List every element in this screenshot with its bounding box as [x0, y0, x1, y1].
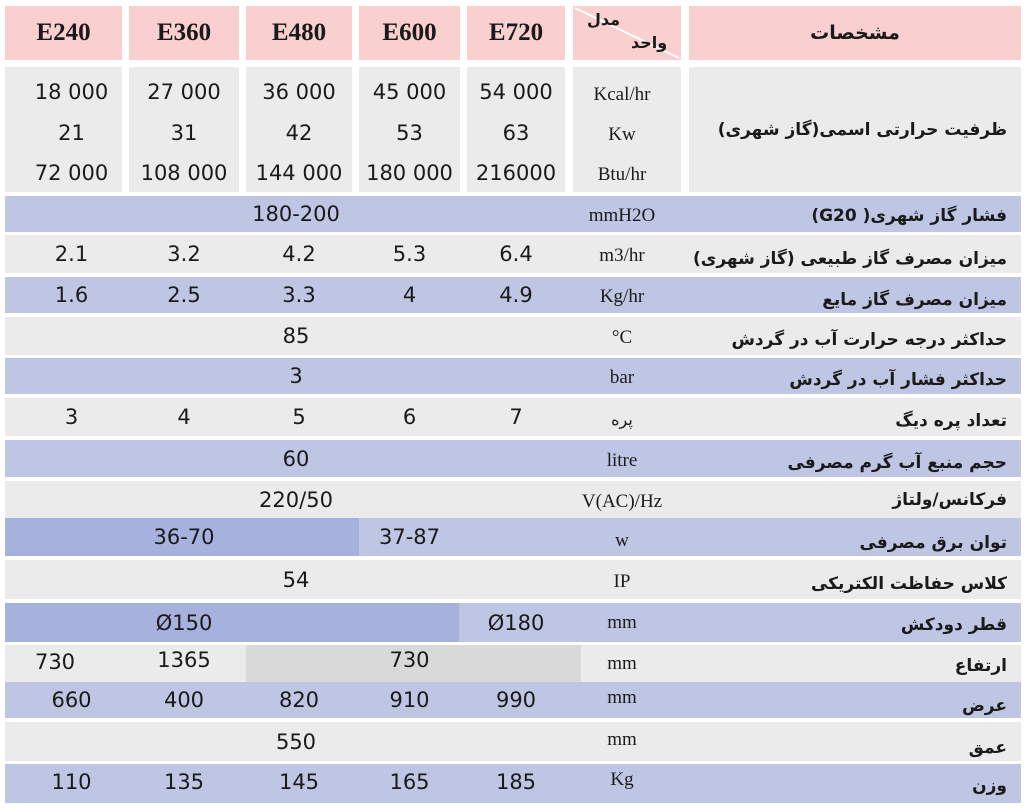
capacity-btu-e600: 180 000	[366, 161, 453, 185]
natgas-e480: 4.2	[282, 242, 316, 266]
sections-e480: 5	[292, 405, 306, 429]
capacity-kw-e360: 31	[170, 121, 198, 145]
maxtemp-unit: °C	[611, 327, 633, 348]
capacity-label: ظرفیت حرارتی اسمی(گاز شهری)	[689, 67, 1021, 192]
height-rest: 730	[389, 647, 430, 672]
width-e600: 910	[389, 688, 430, 712]
flue-label: قطر دودکش	[900, 614, 1007, 635]
natgas-e240: 2.1	[54, 242, 89, 266]
natgas-e600: 5.3	[392, 242, 427, 266]
freq-label: فرکانس/ولتاژ	[892, 489, 1007, 510]
capacity-kcal-e480: 36 000	[262, 80, 336, 104]
width-e240: 660	[51, 688, 92, 712]
capacity-btu-e240: 72 000	[34, 161, 109, 185]
sections-unit: پره	[611, 409, 633, 429]
capacity-unit-kcal: Kcal/hr	[593, 84, 651, 105]
freq-value: 220/50	[259, 487, 333, 512]
ip-label: کلاس حفاظت الکتریکی	[810, 573, 1007, 594]
power-value-a: 36-70	[153, 525, 215, 549]
capacity-kw-e600: 53	[396, 121, 423, 145]
tank-label: حجم منبع آب گرم مصرفی	[787, 452, 1007, 473]
ip-unit: IP	[613, 570, 631, 592]
capacity-kcal-e240: 18 000	[34, 80, 109, 104]
tank-unit: litre	[606, 449, 638, 471]
weight-e480: 145	[278, 770, 320, 794]
header-model-e480: E480	[246, 6, 352, 60]
corner-model-label: مدل	[587, 10, 621, 29]
width-e720: 990	[495, 688, 537, 712]
maxtemp-value: 85	[282, 324, 310, 348]
lpg-e720: 4.9	[499, 283, 533, 307]
header-spec-title: مشخصات	[689, 6, 1021, 60]
weight-label: وزن	[972, 776, 1007, 796]
height-e360: 1365	[157, 647, 211, 672]
width-e360: 400	[163, 688, 205, 712]
pressure-unit: mmH2O	[588, 205, 656, 226]
freq-unit: V(AC)/Hz	[581, 490, 663, 512]
pressure-value: 180-200	[252, 202, 340, 226]
height-e240: 730	[34, 649, 76, 674]
capacity-kcal-e600: 45 000	[372, 80, 447, 104]
weight-e360: 135	[163, 770, 205, 794]
sections-e240: 3	[64, 405, 79, 429]
sections-label: تعداد پره دیگ	[895, 411, 1007, 431]
maxpress-unit: bar	[609, 367, 635, 388]
lpg-e360: 2.5	[167, 283, 201, 307]
lpg-e240: 1.6	[54, 283, 89, 307]
natgas-label: میزان مصرف گاز طبیعی (گاز شهری)	[692, 249, 1007, 269]
header-corner-cell	[573, 6, 681, 60]
capacity-kw-e720: 63	[502, 121, 530, 145]
power-label: توان برق مصرفی	[859, 533, 1007, 553]
weight-e720: 185	[495, 770, 537, 794]
depth-value: 550	[275, 729, 317, 754]
capacity-kw-e480: 42	[285, 121, 313, 145]
power-value-b: 37-87	[378, 525, 441, 549]
weight-e240: 110	[51, 770, 92, 794]
width-e480: 820	[278, 688, 320, 712]
maxpress-label: حداکثر فشار آب در گردش	[789, 370, 1007, 390]
capacity-unit-btu: Btu/hr	[597, 164, 647, 185]
sections-e720: 7	[509, 405, 523, 429]
capacity-btu-e720: 216000	[475, 161, 557, 185]
lpg-e600: 4	[402, 283, 417, 307]
corner-unit-label: واحد	[631, 33, 668, 52]
capacity-btu-e480: 144 000	[255, 161, 343, 185]
header-model-e240: E240	[5, 6, 122, 60]
lpg-label: میزان مصرف گاز مایع	[822, 290, 1007, 310]
flue-value-a: Ø150	[155, 610, 213, 635]
header-model-e720: E720	[467, 6, 565, 60]
natgas-e720: 6.4	[499, 242, 533, 266]
flue-unit: mm	[607, 611, 637, 633]
weight-e600: 165	[389, 770, 430, 794]
weight-unit: Kg	[610, 769, 634, 790]
lpg-e480: 3.3	[282, 283, 316, 307]
tank-value: 60	[282, 446, 310, 471]
height-label: ارتفاع	[954, 655, 1007, 676]
header-model-e360: E360	[129, 6, 239, 60]
capacity-kw-e240: 21	[58, 121, 85, 145]
capacity-kcal-e360: 27 000	[147, 80, 221, 104]
width-unit: mm	[607, 687, 637, 708]
depth-unit: mm	[607, 728, 637, 750]
ip-value: 54	[282, 567, 310, 592]
pressure-label: فشار گاز شهری( G20)	[811, 206, 1007, 226]
lpg-unit: Kg/hr	[599, 286, 645, 307]
capacity-unit-kw: Kw	[608, 124, 636, 145]
depth-label: عمق	[968, 737, 1007, 758]
maxpress-value: 3	[289, 364, 303, 388]
power-unit: w	[615, 530, 629, 551]
width-label: عرض	[961, 696, 1007, 716]
capacity-kcal-e720: 54 000	[479, 80, 553, 104]
flue-value-b: Ø180	[487, 610, 545, 635]
capacity-btu-e360: 108 000	[140, 161, 228, 185]
height-unit: mm	[607, 652, 637, 674]
header-model-e600: E600	[359, 6, 460, 60]
maxtemp-label: حداکثر درجه حرارت آب در گردش	[731, 330, 1007, 350]
sections-e600: 6	[402, 405, 417, 429]
natgas-unit: m3/hr	[599, 245, 645, 266]
sections-e360: 4	[177, 405, 191, 429]
natgas-e360: 3.2	[167, 242, 201, 266]
